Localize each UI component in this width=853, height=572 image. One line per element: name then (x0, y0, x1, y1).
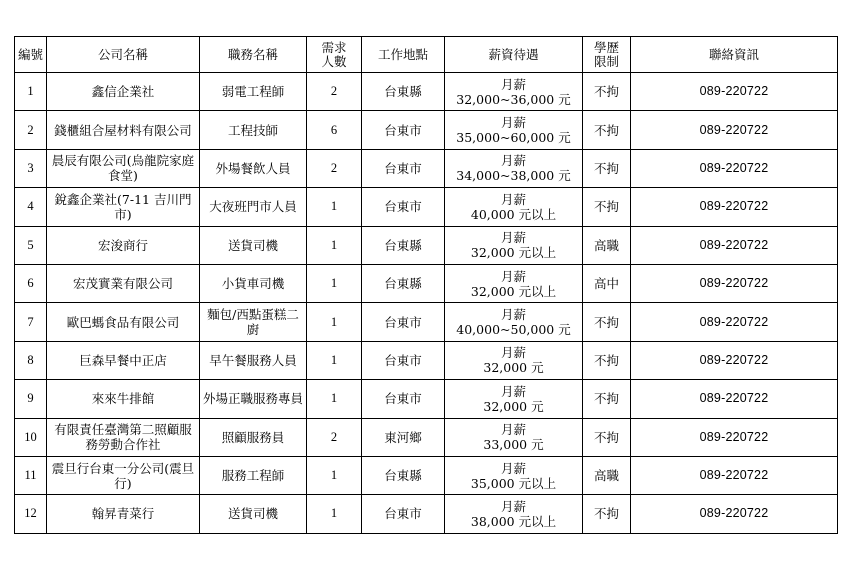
education-requirement: 不拘 (583, 341, 631, 379)
contact-phone: 089-220722 (631, 380, 838, 418)
table-row (15, 264, 838, 302)
contact-phone: 089-220722 (631, 111, 838, 149)
company-name: 有限責任臺灣第二照顧服務勞動合作社 (47, 418, 200, 456)
contact-phone: 089-220722 (631, 341, 838, 379)
work-location: 台東縣 (362, 264, 445, 302)
header-number: 編號 (15, 37, 47, 73)
row-number: 6 (15, 264, 47, 302)
job-title: 服務工程師 (200, 456, 307, 494)
company-name: 錢櫃組合屋材料有限公司 (47, 111, 200, 149)
salary (445, 380, 583, 418)
salary (445, 303, 583, 341)
contact-phone: 089-220722 (631, 264, 838, 302)
header-education: 學歷 限制 (583, 37, 631, 73)
salary (445, 149, 583, 187)
company-name: 來來牛排館 (47, 380, 200, 418)
headcount: 6 (307, 111, 362, 149)
row-number: 2 (15, 111, 47, 149)
company-name: 鑫信企業社 (47, 73, 200, 111)
headcount: 1 (307, 495, 362, 533)
contact-phone: 089-220722 (631, 226, 838, 264)
header-contact: 聯絡資訊 (631, 37, 838, 73)
company-name: 晨辰有限公司(烏龍院家庭食堂) (47, 149, 200, 187)
work-location: 台東市 (362, 341, 445, 379)
salary (445, 73, 583, 111)
headcount: 1 (307, 303, 362, 341)
education-requirement: 不拘 (583, 111, 631, 149)
headcount: 1 (307, 226, 362, 264)
salary-label: 月薪 (500, 307, 526, 323)
education-requirement: 不拘 (583, 73, 631, 111)
company-name: 巨森早餐中正店 (47, 341, 200, 379)
row-number: 10 (15, 418, 47, 456)
job-title: 麵包/西點蛋糕二廚 (200, 303, 307, 341)
company-name: 歐巴螞食品有限公司 (47, 303, 200, 341)
row-number: 12 (15, 495, 47, 533)
work-location: 台東市 (362, 303, 445, 341)
job-title: 弱電工程師 (200, 73, 307, 111)
row-number: 1 (15, 73, 47, 111)
contact-phone: 089-220722 (631, 149, 838, 187)
salary-label: 月薪 (500, 422, 526, 438)
headcount: 1 (307, 456, 362, 494)
work-location: 台東市 (362, 111, 445, 149)
work-location: 台東縣 (362, 456, 445, 494)
education-requirement: 高中 (583, 264, 631, 302)
work-location: 東河鄉 (362, 418, 445, 456)
table-row (15, 303, 838, 341)
job-title: 小貨車司機 (200, 264, 307, 302)
row-number: 5 (15, 226, 47, 264)
headcount: 1 (307, 188, 362, 226)
salary (445, 226, 583, 264)
education-requirement: 高職 (583, 456, 631, 494)
job-title: 大夜班門市人員 (200, 188, 307, 226)
job-title: 外場正職服務專員 (200, 380, 307, 418)
job-listing-table (14, 36, 838, 534)
salary-amount: 35,000 元以上 (470, 475, 557, 491)
salary (445, 456, 583, 494)
salary-amount: 32,000~36,000 元 (456, 91, 571, 107)
salary-amount: 33,000 元 (483, 437, 544, 453)
salary-label: 月薪 (500, 498, 526, 514)
company-name: 宏浚商行 (47, 226, 200, 264)
company-name: 震旦行台東一分公司(震旦行) (47, 456, 200, 494)
header-salary: 薪資待遇 (445, 37, 583, 73)
company-name: 銳鑫企業社(7-11 吉川門市) (47, 188, 200, 226)
salary-label: 月薪 (500, 230, 526, 246)
salary-amount: 32,000 元以上 (470, 245, 557, 261)
headcount: 1 (307, 380, 362, 418)
work-location: 台東市 (362, 149, 445, 187)
education-requirement: 不拘 (583, 188, 631, 226)
contact-phone: 089-220722 (631, 73, 838, 111)
salary-amount: 32,000 元 (483, 398, 544, 414)
contact-phone: 089-220722 (631, 303, 838, 341)
table-body (15, 73, 838, 534)
salary-label: 月薪 (500, 115, 526, 131)
education-requirement: 不拘 (583, 303, 631, 341)
row-number: 11 (15, 456, 47, 494)
headcount: 2 (307, 73, 362, 111)
table-row (15, 226, 838, 264)
salary-amount: 34,000~38,000 元 (456, 168, 571, 184)
table-row (15, 456, 838, 494)
table-row (15, 149, 838, 187)
salary-amount: 40,000 元以上 (470, 206, 557, 222)
row-number: 4 (15, 188, 47, 226)
job-title: 工程技師 (200, 111, 307, 149)
table-row (15, 380, 838, 418)
salary-label: 月薪 (500, 76, 526, 92)
salary-label: 月薪 (500, 191, 526, 207)
contact-phone: 089-220722 (631, 456, 838, 494)
salary-label: 月薪 (500, 153, 526, 169)
job-title: 送貨司機 (200, 495, 307, 533)
work-location: 台東市 (362, 380, 445, 418)
work-location: 台東縣 (362, 226, 445, 264)
salary-amount: 40,000~50,000 元 (456, 322, 571, 338)
company-name: 宏茂實業有限公司 (47, 264, 200, 302)
salary (445, 188, 583, 226)
headcount: 2 (307, 418, 362, 456)
education-requirement: 不拘 (583, 149, 631, 187)
salary-label: 月薪 (500, 345, 526, 361)
salary (445, 341, 583, 379)
table-row (15, 418, 838, 456)
education-requirement: 不拘 (583, 418, 631, 456)
table-row (15, 495, 838, 533)
work-location: 台東縣 (362, 73, 445, 111)
headcount: 2 (307, 149, 362, 187)
header-company: 公司名稱 (47, 37, 200, 73)
salary (445, 495, 583, 533)
table-row (15, 341, 838, 379)
header-job-title: 職務名稱 (200, 37, 307, 73)
salary-label: 月薪 (500, 383, 526, 399)
job-title: 送貨司機 (200, 226, 307, 264)
salary-amount: 32,000 元 (483, 360, 544, 376)
table-row (15, 73, 838, 111)
salary-label: 月薪 (500, 268, 526, 284)
row-number: 9 (15, 380, 47, 418)
table-header-row (15, 37, 838, 73)
row-number: 3 (15, 149, 47, 187)
row-number: 8 (15, 341, 47, 379)
salary-amount: 35,000~60,000 元 (456, 130, 571, 146)
table-row (15, 188, 838, 226)
contact-phone: 089-220722 (631, 188, 838, 226)
job-title: 早午餐服務人員 (200, 341, 307, 379)
work-location: 台東市 (362, 188, 445, 226)
salary-amount: 38,000 元以上 (470, 513, 557, 529)
education-requirement: 不拘 (583, 495, 631, 533)
salary-label: 月薪 (500, 460, 526, 476)
table-row (15, 111, 838, 149)
education-requirement: 不拘 (583, 380, 631, 418)
company-name: 翰昇青菜行 (47, 495, 200, 533)
salary (445, 111, 583, 149)
job-title: 照顧服務員 (200, 418, 307, 456)
salary (445, 264, 583, 302)
header-headcount: 需求 人數 (307, 37, 362, 73)
contact-phone: 089-220722 (631, 418, 838, 456)
education-requirement: 高職 (583, 226, 631, 264)
salary (445, 418, 583, 456)
work-location: 台東市 (362, 495, 445, 533)
row-number: 7 (15, 303, 47, 341)
job-title: 外場餐飲人員 (200, 149, 307, 187)
headcount: 1 (307, 341, 362, 379)
contact-phone: 089-220722 (631, 495, 838, 533)
headcount: 1 (307, 264, 362, 302)
salary-amount: 32,000 元以上 (470, 283, 557, 299)
header-location: 工作地點 (362, 37, 445, 73)
